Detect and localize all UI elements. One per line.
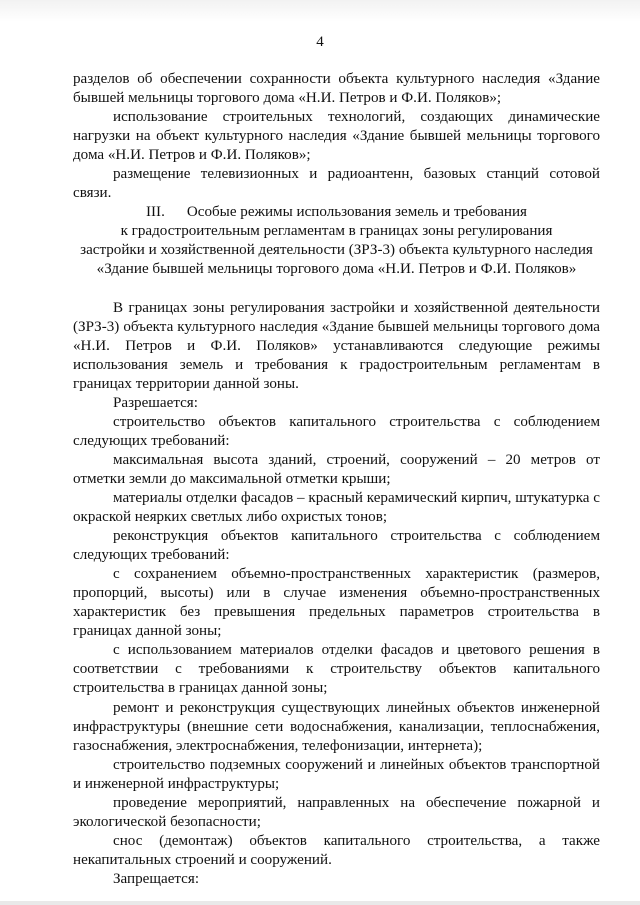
paragraph-safety: проведение мероприятий, направленных на обеспечение пожарной и экологической безопасности;: [73, 794, 600, 830]
paragraph-volume-characteristics: с сохранением объемно-пространственных характеристик (размеров, пропорций, высоты) или в случае изменения объемно-пространственных характеристик без превышения предельных параметров строительства в границах данной зоны;: [73, 566, 600, 640]
section-heading-line-2: к градостроительным регламентам в границах зоны регулирования: [120, 223, 553, 240]
paragraph-facade-color: с использованием материалов отделки фасадов и цветового решения в соответствии с требованиями к строительству объектов капитального строительства в границах данной зоны;: [73, 642, 600, 697]
section-heading-line-3: застройки и хозяйственной деятельности (ЗРЗ-3) объекта культурного наследия: [80, 242, 593, 259]
paragraph-facade-materials: материалы отделки фасадов – красный керамический кирпич, штукатурка с окраской неярких светлых либо охристых тонов;: [73, 489, 600, 526]
blank-line: [73, 280, 600, 299]
section-title-line-1: Особые режимы использования земель и требования: [186, 204, 527, 221]
section-number: III.: [146, 204, 165, 221]
paragraph-prohibited-header: Запрещается:: [113, 870, 200, 887]
paragraph-construction: строительство объектов капитального строительства с соблюдением следующих требований:: [73, 413, 600, 449]
paragraph-zone-intro: В границах зоны регулирования застройки и хозяйственной деятельности (ЗРЗ-3) объекта культурного наследия «Здание бывшей мельницы торгового дома «Н.И. Петров и Ф.И. Поляков» устанавливаются следующие режимы использования земель и требования к градостроительным регламентам в границах территории данной зоны.: [73, 299, 600, 392]
paragraph-demolition: снос (демонтаж) объектов капитального строительства, а также некапитальных строений и сооружений.: [73, 832, 600, 868]
paragraph-reconstruction: реконструкция объектов капитального строительства с соблюдением следующих требований:: [73, 528, 600, 564]
paragraph-dynamic-loads: использование строительных технологий, создающих динамические нагрузки на объект культурного наследия «Здание бывшей мельницы торгового дома «Н.И. Петров и Ф.И. Поляков»;: [73, 109, 600, 164]
paragraph-underground: строительство подземных сооружений и линейных объектов транспортной и инженерной инфраструктуры;: [73, 756, 600, 792]
paragraph-antennas: размещение телевизионных и радиоантенн, базовых станций сотовой связи.: [73, 166, 600, 202]
section-heading-line-1: [73, 203, 600, 222]
paragraph-permitted-header: Разрешается:: [113, 394, 198, 411]
paragraph-continuation: разделов об обеспечении сохранности объекта культурного наследия «Здание бывшей мельницы торгового дома «Н.И. Петров и Ф.И. Поляков»;: [73, 71, 600, 107]
page-number: 4: [316, 34, 324, 50]
paragraph-max-height: максимальная высота зданий, строений, сооружений – 20 метров от отметки земли до максимальной отметки крыши;: [73, 451, 600, 487]
scan-edge-top: [0, 0, 640, 22]
section-heading-line-4: «Здание бывшей мельницы торгового дома «Н.И. Петров и Ф.И. Поляков»: [96, 261, 577, 278]
scan-edge-bottom: [0, 901, 640, 905]
paragraph-linear-infrastructure: ремонт и реконструкция существующих линейных объектов инженерной инфраструктуры (внешние сети водоснабжения, канализации, теплоснабжения, газоснабжения, электроснабжения, телефонизации, интернета);: [73, 699, 600, 754]
document-body: [73, 70, 600, 889]
